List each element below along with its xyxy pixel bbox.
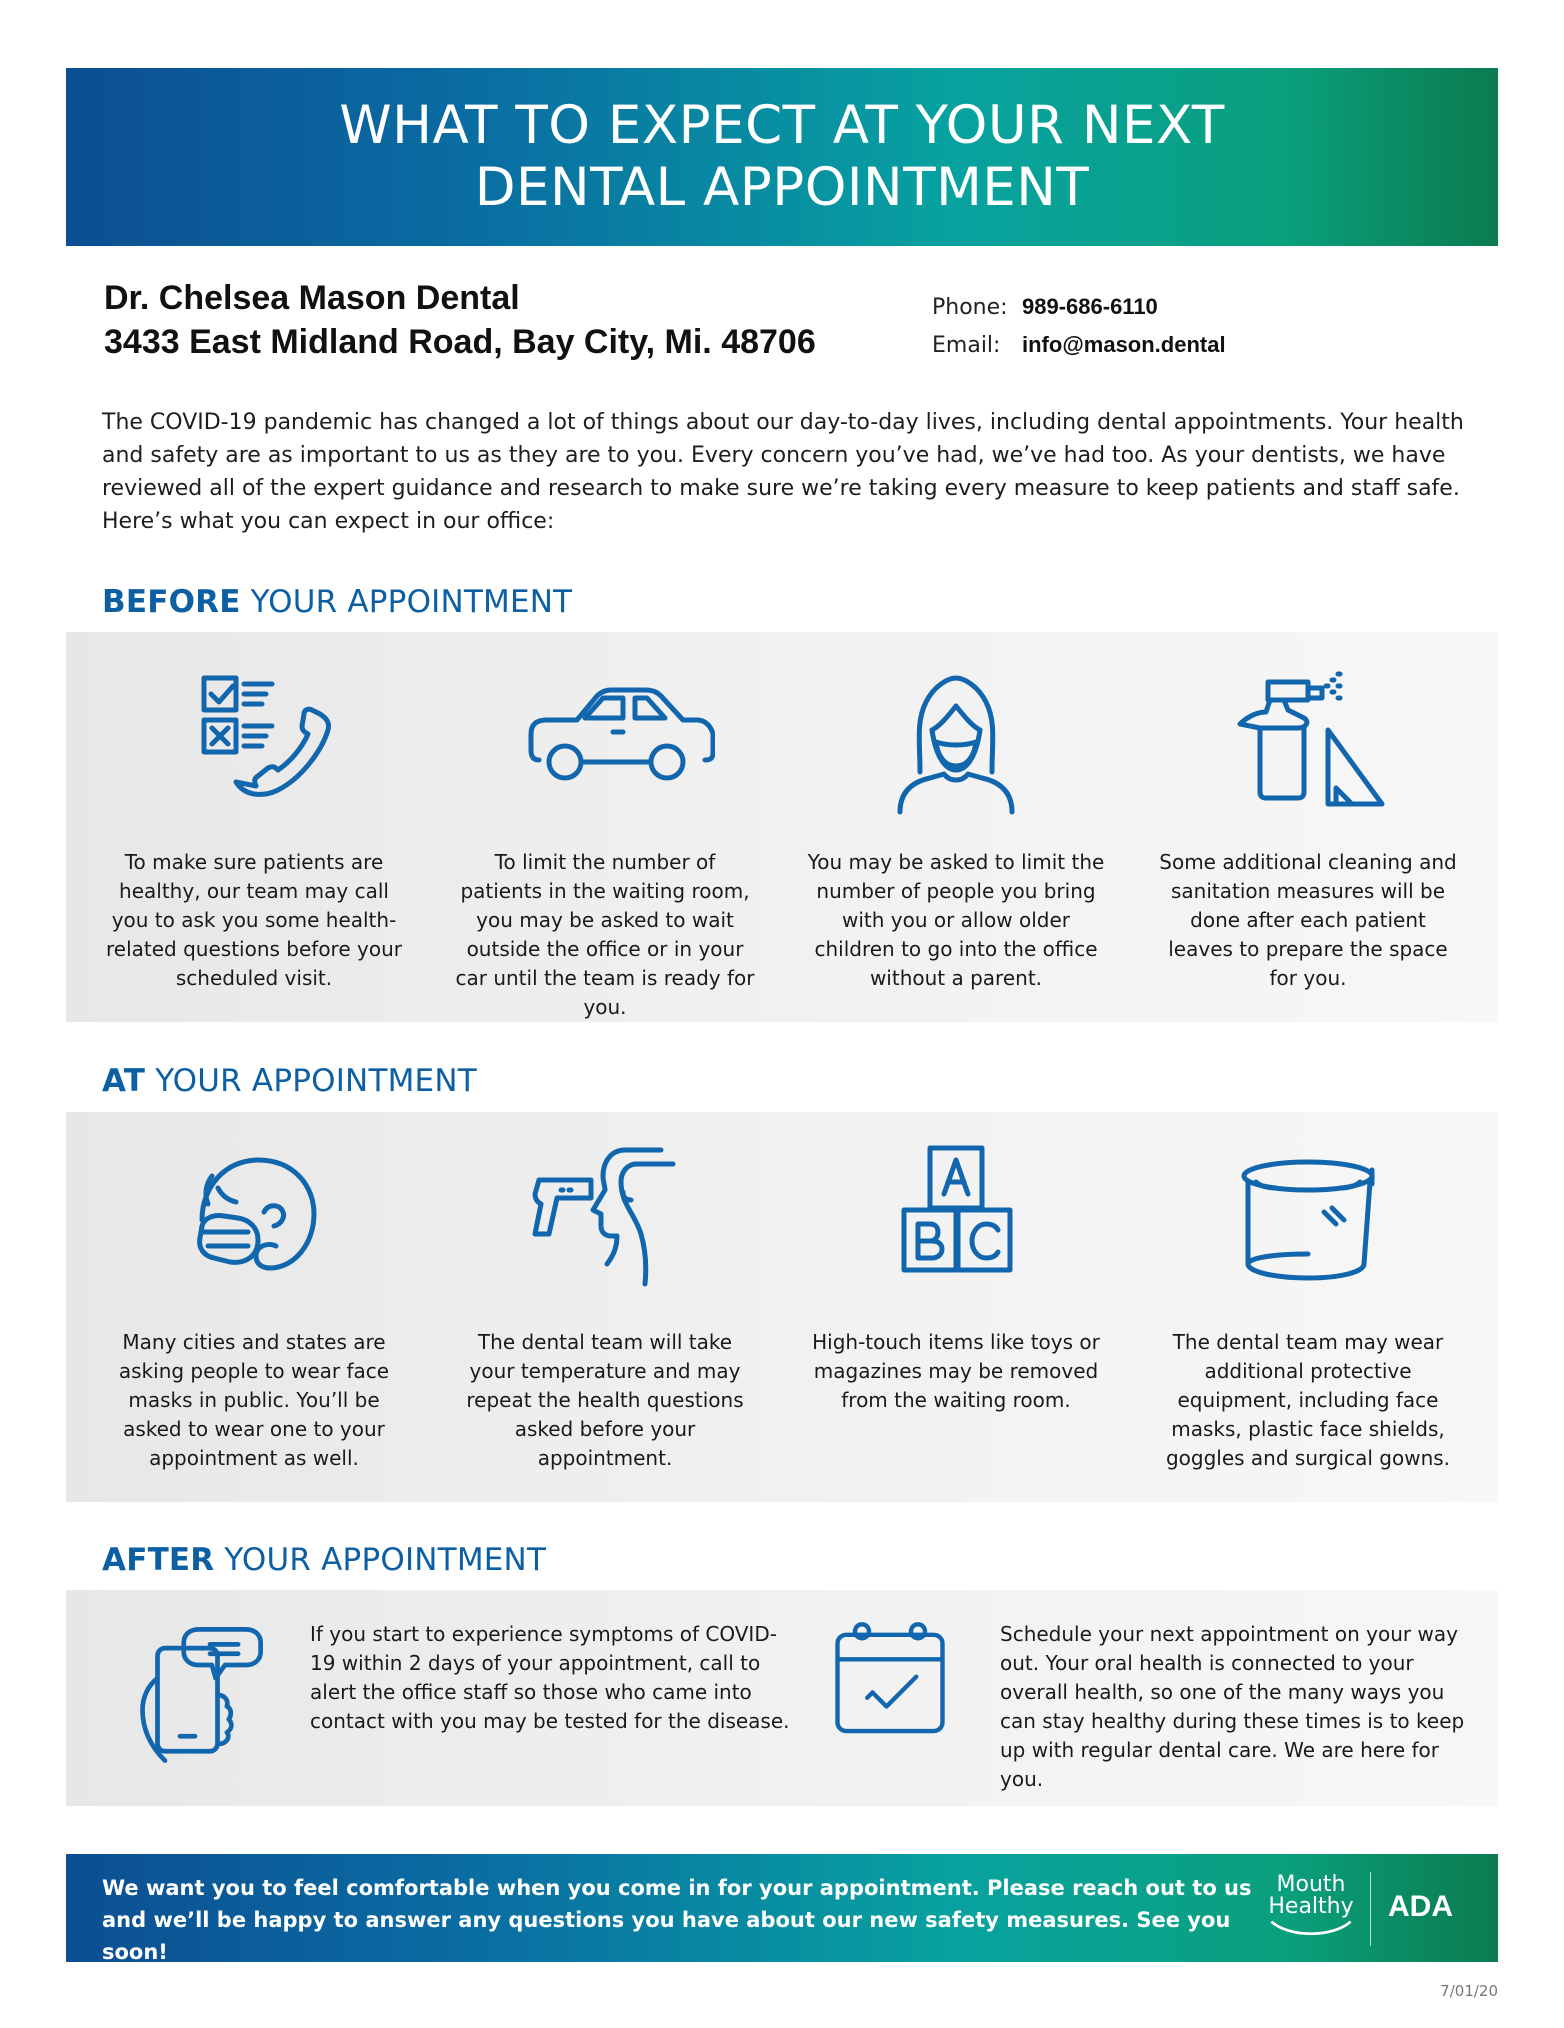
at-item-2	[455, 1140, 755, 1470]
before-section-title	[102, 584, 572, 620]
date-code: 7/01/20	[1440, 1982, 1498, 2000]
face-mask-icon	[174, 1140, 334, 1300]
phone-message-icon	[120, 1620, 270, 1770]
face-shield-icon	[1228, 1140, 1388, 1300]
after-title-bold: AFTER	[102, 1542, 215, 1578]
practice-info	[104, 276, 816, 364]
abc-blocks-icon	[876, 1140, 1036, 1300]
smile-icon	[1266, 1918, 1356, 1936]
contact-info	[932, 294, 1226, 370]
calendar-check-icon	[820, 1612, 960, 1752]
after-title-rest: YOUR APPOINTMENT	[214, 1542, 547, 1578]
after-item-1	[120, 1620, 790, 1770]
email-row	[932, 332, 1226, 370]
at-item-1-text: Many cities and states are asking people to wear face masks in public. You’ll be asked to wear one to your appointment as well.	[118, 1330, 390, 1470]
at-item-4	[1158, 1140, 1458, 1470]
before-item-1-text: To make sure patients are healthy, our team may call you to ask you some health-related questions before your scheduled visit.	[106, 850, 402, 990]
page-title-line-1: WHAT TO EXPECT AT YOUR NEXT	[339, 95, 1225, 156]
email-label: Email:	[932, 333, 1001, 358]
before-panel	[66, 632, 1498, 1022]
practice-name: Dr. Chelsea Mason Dental	[104, 279, 520, 317]
spray-bottle-icon	[1228, 660, 1388, 820]
before-item-2	[455, 660, 755, 1019]
header-banner	[66, 68, 1498, 246]
intro-paragraph: The COVID-19 pandemic has changed a lot of things about our day-to-day lives, including dental appointments. Your health and safety are as important to us as they are to you. Every concern you’ve had, we’ve had too. As your dentists, we have reviewed all of the expert guidance and research to make sure we’re taking every measure to keep patients and staff safe. Here’s what you can expect in our office:	[102, 410, 1464, 534]
before-title-bold: BEFORE	[102, 584, 241, 620]
before-title-rest: YOUR APPOINTMENT	[240, 584, 573, 620]
phone-row	[932, 294, 1226, 332]
at-item-3-text: High-touch items like toys or magazines may be removed from the waiting room.	[812, 1330, 1100, 1412]
after-section-title	[102, 1542, 546, 1578]
after-item-2-text: Schedule your next appointment on your way out. Your oral health is connected to your overall health, so one of the many ways you can stay healthy during these times is to keep up with regular dental care. We are here for you.	[1000, 1622, 1465, 1791]
ada-logo[interactable]: ADA	[1388, 1890, 1453, 1923]
person-mask-icon	[876, 660, 1036, 820]
before-item-4-text: Some additional cleaning and sanitation measures will be done after each patient leaves to prepare the space for you.	[1159, 850, 1457, 990]
practice-address: 3433 East Midland Road, Bay City, Mi. 48706	[104, 323, 816, 361]
at-item-2-text: The dental team will take your temperature and may repeat the health questions asked before your appointment.	[466, 1330, 744, 1470]
page-title-line-2: DENTAL APPOINTMENT	[474, 157, 1090, 218]
thermometer-icon	[525, 1140, 685, 1300]
car-icon	[495, 660, 715, 820]
after-item-2	[820, 1620, 1480, 1794]
logo-divider	[1370, 1872, 1371, 1946]
phone-label: Phone:	[932, 295, 1008, 320]
at-title-bold: AT	[102, 1063, 146, 1099]
footer-banner	[66, 1854, 1498, 1962]
after-item-1-text: If you start to experience symptoms of COVID-19 within 2 days of your appointment, call to alert the office staff so those who came into contact with you may be tested for the disease.	[310, 1622, 790, 1733]
at-panel	[66, 1112, 1498, 1502]
at-section-title	[102, 1063, 477, 1099]
before-item-3	[806, 660, 1106, 990]
logo-line-2: Healthy	[1268, 1894, 1354, 1919]
email-address[interactable]: info@mason.dental	[1022, 332, 1226, 357]
at-item-3	[806, 1140, 1106, 1412]
after-panel	[66, 1590, 1498, 1806]
phone-number[interactable]: 989-686-6110	[1022, 294, 1158, 319]
footer-message: We want you to feel comfortable when you come in for your appointment. Please reach out to us and we’ll be happy to answer any questions you have about our new safety measures. See you soon!	[102, 1876, 1252, 1964]
at-item-1	[104, 1140, 404, 1470]
before-item-4	[1158, 660, 1458, 990]
logo-line-1: Mouth	[1276, 1872, 1346, 1897]
before-item-3-text: You may be asked to limit the number of people you bring with you or allow older children to go into the office without a parent.	[807, 850, 1105, 990]
before-item-2-text: To limit the number of patients in the waiting room, you may be asked to wait outside the office or in your car until the team is ready for you.	[455, 850, 755, 1019]
checklist-phone-icon	[174, 660, 334, 820]
at-title-rest: YOUR APPOINTMENT	[145, 1063, 477, 1099]
mouth-healthy-logo[interactable]	[1266, 1874, 1356, 1941]
at-item-4-text: The dental team may wear additional protective equipment, including face masks, plastic face shields, goggles and surgical gowns.	[1165, 1330, 1451, 1470]
before-item-1	[104, 660, 404, 990]
